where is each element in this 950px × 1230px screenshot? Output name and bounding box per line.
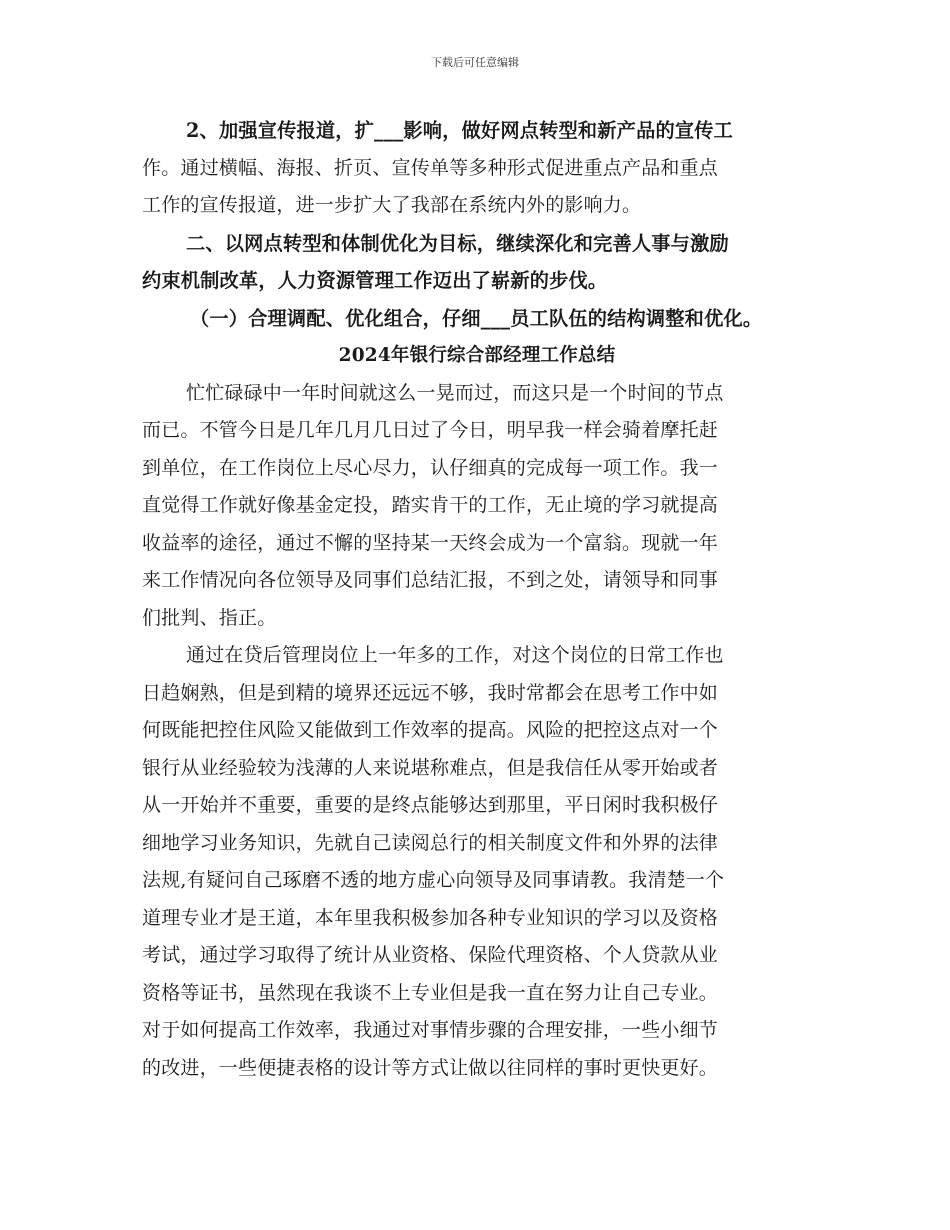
paragraph-line: 收益率的途径，通过不懈的坚持某一天终会成为一个富翁。现就一年 [142,531,719,554]
paragraph-line: 直觉得工作就好像基金定投，踏实肯干的工作，无止境的学习就提高 [142,494,719,516]
document-body [142,112,812,1087]
paragraph-line: 从一开始并不重要，重要的是终点能够达到那里，平日闲时我积极仔 [142,794,719,816]
paragraph-line: 银行从业经验较为浅薄的人来说堪称难点，但是我信任从零开始或者 [142,756,719,779]
subsection-heading: （一）合理调配、优化组合，仔细___员工队伍的结构调整和优化。 [190,306,763,330]
page-header: 下载后可任意编辑 [431,56,519,69]
paragraph-line: 们批判、指正。 [142,606,277,629]
paragraph-line: 资格等证书，虽然现在我谈不上专业但是我一直在努力让自己专业。 [142,981,719,1004]
paragraph-line: 日趋娴熟，但是到精的境界还远远不够，我时常都会在思考工作中如 [142,681,719,704]
section-heading-line: 2、加强宣传报道，扩___影响，做好网点转型和新产品的宣传工 [186,119,734,142]
section-heading-line: 二、以网点转型和体制优化为目标，继续深化和完善人事与激励 [186,231,729,255]
paragraph-line: 而已。不管今日是几年几月几日过了今日，明早我一样会骑着摩托赶 [142,419,719,441]
paragraph-line: 作。通过横幅、海报、折页、宣传单等多种形式促进重点产品和重点 [142,156,719,179]
document-title: 2024年银行综合部经理工作总结 [338,345,616,366]
paragraph-line: 道理专业才是王道，本年里我积极参加各种专业知识的学习以及资格 [142,906,719,929]
paragraph-line: 工作的宣传报道，进一步扩大了我部在系统内外的影响力。 [142,194,642,216]
paragraph-line: 忙忙碌碌中一年时间就这么一晃而过，而这只是一个时间的节点 [186,381,724,404]
paragraph-line: 的改进，一些便捷表格的设计等方式让做以往同样的事时更快更好。 [142,1056,719,1079]
paragraph-line: 到单位，在工作岗位上尽心尽力，认仔细真的完成每一项工作。我一 [142,456,719,479]
section-heading-line: 约束机制改革，人力资源管理工作迈出了崭新的步伐。 [142,269,608,292]
paragraph-line: 来工作情况向各位领导及同事们总结汇报，不到之处，请领导和同事 [142,569,719,591]
paragraph-line: 通过在贷后管理岗位上一年多的工作，对这个岗位的日常工作也 [186,644,724,666]
paragraph-line: 细地学习业务知识，先就自己读阅总行的相关制度文件和外界的法律 [142,831,719,854]
paragraph-line: 考试，通过学习取得了统计从业资格、保险代理资格、个人贷款从业 [142,944,719,966]
paragraph-line: 对于如何提高工作效率，我通过对事情步骤的合理安排，一些小细节 [142,1019,719,1041]
paragraph-line: 何既能把控住风险又能做到工作效率的提高。风险的把控这点对一个 [142,719,719,741]
paragraph-line: 法规,有疑问自己琢磨不透的地方虚心向领导及同事请教。我清楚一个 [142,869,725,891]
